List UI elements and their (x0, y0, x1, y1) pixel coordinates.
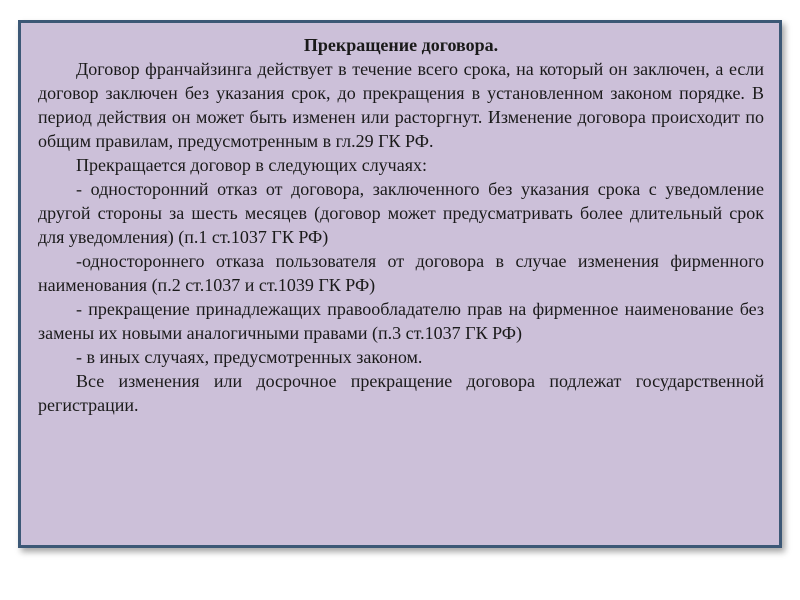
paragraph-registration: Все изменения или досрочное прекращение договора подлежат государственной регистрации. (38, 371, 764, 415)
list-item-other-cases: - в иных случаях, предусмотренных законом. (76, 347, 423, 367)
list-item-rights-termination: - прекращение принадлежащих правообладателю прав на фирменное наименование без замены их новыми аналогичными правами (п.3 ст.1037 ГК РФ) (38, 299, 764, 343)
list-item-trade-name-change: -одностороннего отказа пользователя от договора в случае изменения фирменного наименования (п.2 ст.1037 и ст.1039 ГК РФ) (38, 251, 764, 295)
list-item-unilateral-refusal: - односторонний отказ от договора, заключенного без указания срока с уведомление другой стороны за шесть месяцев (договор может предусматривать более длительный срок для уведомления) (п.1 ст.1037 ГК РФ) (38, 179, 764, 247)
paragraph-cases-intro: Прекращается договор в следующих случаях: (76, 155, 427, 175)
document-title: Прекращение договора. (303, 35, 499, 55)
text-panel (18, 20, 782, 548)
paragraph-term: Договор франчайзинга действует в течение всего срока, на который он заключен, а если договор заключен без указания срок, до прекращения в установленном законом порядке. В период действия он может быть изменен или расторгнут. Изменение договора происходит по общим правилам, предусмотренным в гл.29 ГК РФ. (38, 59, 764, 151)
